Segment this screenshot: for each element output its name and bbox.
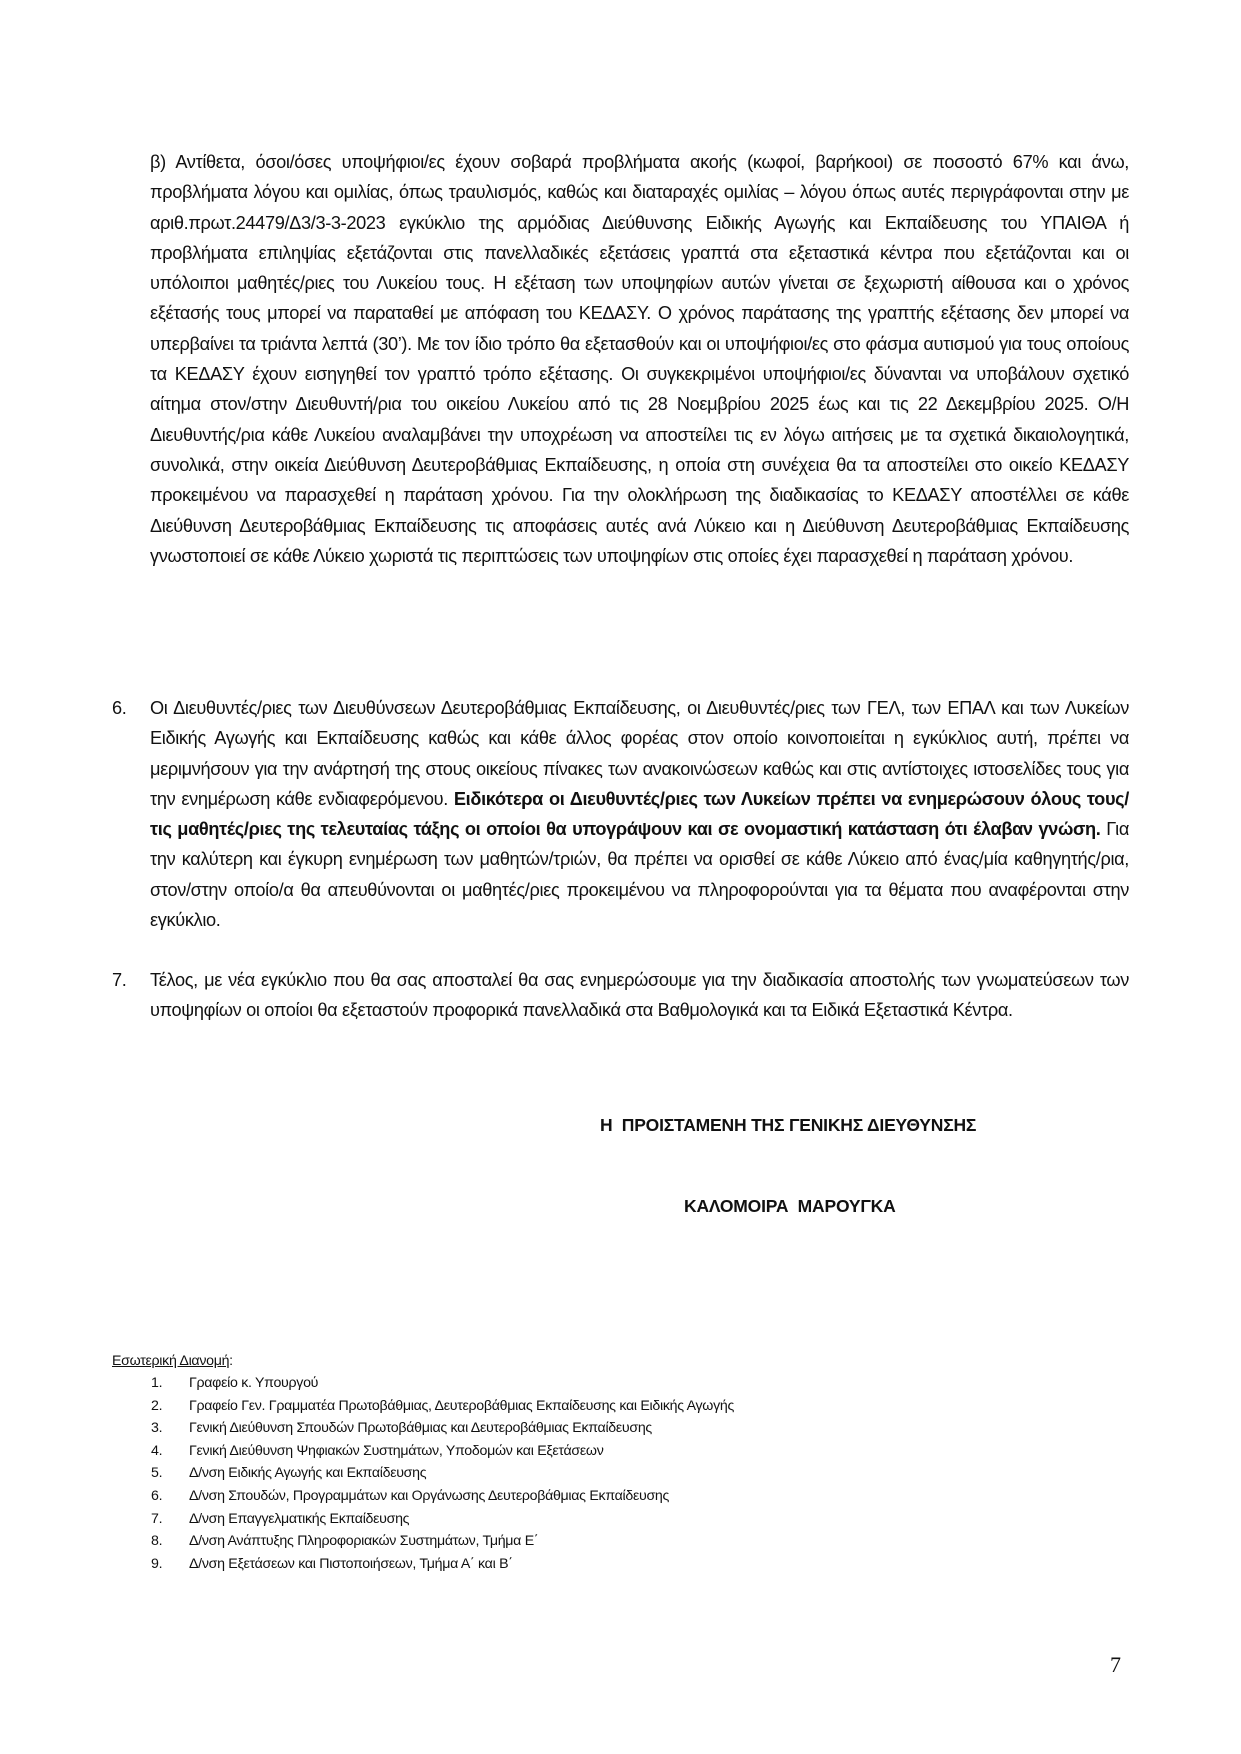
- item-6-text: [150, 698, 1129, 930]
- numbered-item-7: [112, 965, 1129, 1026]
- distribution-item-text: Δ/νση Ανάπτυξης Πληροφοριακών Συστημάτων, Τμήμα Ε΄: [189, 1533, 539, 1550]
- distribution-item: [112, 1372, 734, 1395]
- item-number: 7.: [112, 970, 127, 990]
- item-number: 6.: [112, 698, 127, 718]
- distribution-item-number: 3.: [151, 1420, 163, 1437]
- distribution-item: [112, 1395, 734, 1418]
- distribution-item-text: Γραφείο κ. Υπουργού: [189, 1375, 319, 1391]
- distribution-item-text: Γενική Διεύθυνση Σπουδών Πρωτοβάθμιας και Δευτεροβάθμιας Εκπαίδευσης: [189, 1420, 652, 1437]
- distribution-item-text: Δ/νση Επαγγελματικής Εκπαίδευσης: [189, 1510, 410, 1527]
- numbered-item-6: [112, 693, 1129, 935]
- page-number: 7: [1110, 1652, 1121, 1677]
- distribution-item: [112, 1553, 734, 1576]
- internal-distribution: [112, 1350, 734, 1575]
- distribution-heading-colon: :: [229, 1353, 233, 1369]
- distribution-item-number: 6.: [151, 1487, 163, 1504]
- distribution-item-text: Γραφείο Γεν. Γραμματέα Πρωτοβάθμιας, Δευτεροβάθμιας Εκπαίδευσης και Ειδικής Αγωγής: [189, 1397, 735, 1414]
- item-6-text-regular-end: Για την καλύτερη και έγκυρη ενημέρωση των μαθητών/τριών, θα πρέπει να ορισθεί σε κάθε Λύκειο από ένας/μία καθηγητής/ρια, στον/στην οποίο/α θα απευθύνονται οι μαθητές/ριες προκειμένου να πληροφορούνται για τα θέματα που αναφέρονται στην εγκύκλιο.: [150, 819, 1129, 931]
- distribution-item: [112, 1508, 734, 1531]
- distribution-item-text: Δ/νση Ειδικής Αγωγής και Εκπαίδευσης: [189, 1465, 427, 1482]
- distribution-item-number: 8.: [151, 1533, 163, 1550]
- distribution-item: [112, 1440, 734, 1463]
- distribution-item: [112, 1530, 734, 1553]
- distribution-item-number: 9.: [151, 1555, 163, 1572]
- item-7-text: Τέλος, με νέα εγκύκλιο που θα σας αποσταλεί θα σας ενημερώσουμε για την διαδικασία αποστολής των γνωματεύσεων των υποψηφίων οι οποίοι θα εξεταστούν προφορικά πανελλαδικά στα Βαθμολογικά και τα Ειδικά Εξεταστικά Κέντρα.: [150, 970, 1129, 1021]
- distribution-item-number: 7.: [151, 1510, 163, 1527]
- signature-name: ΚΑΛΟΜΟΙΡΑ ΜΑΡΟΥΓΚΑ: [684, 1196, 896, 1216]
- distribution-item-text: Γενική Διεύθυνση Ψηφιακών Συστημάτων, Υποδομών και Εξετάσεων: [189, 1442, 604, 1459]
- distribution-item-text: Δ/νση Σπουδών, Προγραμμάτων και Οργάνωσης Δευτεροβάθμιας Εκπαίδευσης: [189, 1487, 670, 1504]
- distribution-item: [112, 1462, 734, 1485]
- paragraph-b: β) Αντίθετα, όσοι/όσες υποψήφιοι/ες έχουν σοβαρά προβλήματα ακοής (κωφοί, βαρήκοοι) σε ποσοστό 67% και άνω, προβλήματα λόγου και ομιλίας, όπως τραυλισμός, καθώς και διαταραχές ομιλίας – λόγου όπως αυτές περιγράφονται στην με αριθ.πρωτ.24479/Δ3/3-3-2023 εγκύκλιο της αρμόδιας Διεύθυνσης Ειδικής Αγωγής και Εκπαίδευσης του ΥΠΑΙΘΑ ή προβλήματα επιληψίας εξετάζονται στις πανελλαδικές εξετάσεις γραπτά στα εξεταστικά κέντρα που εξετάζονται και οι υπόλοιποι μαθητές/ριες του Λυκείου τους. Η εξέταση των υποψηφίων αυτών γίνεται σε ξεχωριστή αίθουσα και ο χρόνος εξέτασής τους μπορεί να παραταθεί με απόφαση του ΚΕΔΑΣΥ. Ο χρόνος παράτασης της γραπτής εξέτασης δεν μπορεί να υπερβαίνει τα τριάντα λεπτά (30’). Με τον ίδιο τρόπο θα εξετασθούν και οι υποψήφιοι/ες στο φάσμα αυτισμού για τους οποίους τα ΚΕΔΑΣΥ έχουν εισηγηθεί τον γραπτό τρόπο εξέτασης. Οι συγκεκριμένοι υποψήφιοι/ες δύνανται να υποβάλουν σχετικό αίτημα στον/στην Διευθυντή/ρια του οικείου Λυκείου από τις 28 Νοεμβρίου 2025 έως και τις 22 Δεκεμβρίου 2025. Ο/Η Διευθυντής/ρια κάθε Λυκείου αναλαμβάνει την υποχρέωση να αποστείλει τις εν λόγω αιτήσεις με τα σχετικά δικαιολογητικά, συνολικά, στην οικεία Διεύθυνση Δευτεροβάθμιας Εκπαίδευσης, η οποία στη συνέχεια θα τα αποστείλει στο οικείο ΚΕΔΑΣΥ προκειμένου να παρασχεθεί η παράταση χρόνου. Για την ολοκλήρωση της διαδικασίας το ΚΕΔΑΣΥ αποστέλλει σε κάθε Διεύθυνση Δευτεροβάθμιας Εκπαίδευσης τις αποφάσεις αυτές ανά Λύκειο και η Διεύθυνση Δευτεροβάθμιας Εκπαίδευσης γνωστοποιεί σε κάθε Λύκειο χωριστά τις περιπτώσεις των υποψηφίων στις οποίες έχει παρασχεθεί η παράταση χρόνου.: [150, 152, 1129, 566]
- distribution-item-number: 4.: [151, 1442, 163, 1459]
- item-6-text-regular: Οι Διευθυντές/ριες των Διευθύνσεων Δευτεροβάθμιας Εκπαίδευσης, οι Διευθυντές/ριες των ΓΕΛ, των ΕΠΑΛ και των Λυκείων Ειδικής Αγωγής και Εκπαίδευσης καθώς και κάθε άλλος φορέας στον οποίο κοινοποιείται η εγκύκλιος αυτή, πρέπει να μεριμνήσουν για την ανάρτησή της στους οικείους πίνακες των ανακοινώσεων καθώς και στις αντίστοιχες ιστοσελίδες τους για την ενημέρωση κάθε ενδιαφερόμενου.: [150, 698, 1129, 809]
- signature-title: Η ΠΡΟΙΣΤΑΜΕΝΗ ΤΗΣ ΓΕΝΙΚΗΣ ΔΙΕΥΘΥΝΣΗΣ: [600, 1115, 977, 1135]
- distribution-heading-text: Εσωτερική Διανομή: [112, 1353, 230, 1369]
- distribution-item: [112, 1417, 734, 1440]
- distribution-item-text: Δ/νση Εξετάσεων και Πιστοποιήσεων, Τμήμα Α΄ και Β΄: [189, 1555, 513, 1572]
- distribution-item-number: 2.: [151, 1397, 163, 1414]
- distribution-item: [112, 1485, 734, 1508]
- distribution-heading: [112, 1350, 734, 1372]
- item-6-text-bold: Ειδικότερα οι Διευθυντές/ριες των Λυκείων πρέπει να ενημερώσουν όλους τους/τις μαθητές/ριες της τελευταίας τάξης οι οποίοι θα υπογράψουν και σε ονομαστική κατάσταση ότι έλαβαν γνώση.: [150, 788, 1129, 840]
- distribution-item-number: 1.: [151, 1375, 163, 1391]
- distribution-list: [112, 1372, 734, 1575]
- distribution-item-number: 5.: [151, 1465, 163, 1482]
